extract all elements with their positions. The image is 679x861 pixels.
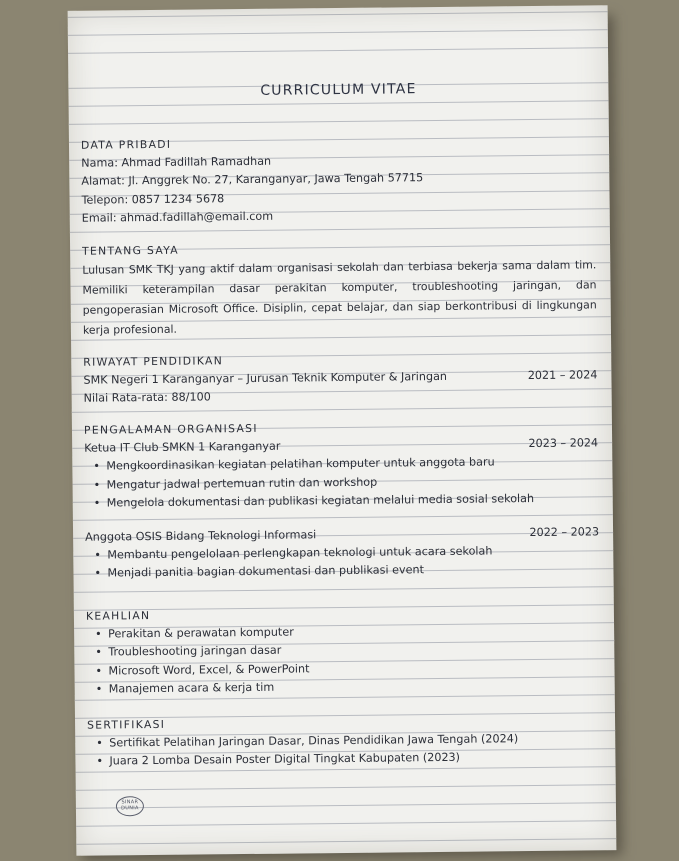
org-role-title: Anggota OSIS Bidang Teknologi Informasi (85, 528, 317, 544)
list-item: • Sertifikat Pelatihan Jaringan Dasar, Dinas Pendidikan Jawa Tengah (2024) (109, 730, 601, 753)
certificates-heading: SERTIFIKASI (87, 717, 166, 732)
cv-paper-sheet (68, 5, 617, 856)
organization-heading: PENGALAMAN ORGANISASI (83, 421, 258, 437)
education-years: 2021 – 2024 (527, 368, 598, 383)
education-section (83, 348, 598, 408)
document-title: CURRICULUM VITAE (260, 81, 417, 99)
list-item: • Membantu pengelolaan perlengkapan teknologi untuk acara sekolah (107, 542, 599, 565)
education-heading: RIWAYAT PENDIDIKAN (83, 354, 224, 369)
education-school: SMK Negeri 1 Karanganyar – Jurusan Teknik Komputer & Jaringan (83, 370, 448, 387)
list-item: • Microsoft Word, Excel, & PowerPoint (108, 657, 600, 680)
list-item: • Perakitan & perawatan komputer (108, 621, 600, 644)
org-role-years: 2022 – 2023 (529, 525, 600, 540)
about-paragraph: Lulusan SMK TKJ yang aktif dalam organisasi sekolah dan terbiasa bekerja sama dalam tim. Memiliki keterampilan dasar perakitan komputer, troubleshooting jaringan, dan pengoperasian Microsoft Office. Disiplin, cepat belajar, dan siap berkontribusi di lingkungan kerja profesional. (82, 258, 597, 337)
organization-section-continued (85, 523, 600, 583)
organization-section (84, 416, 599, 512)
list-item: • Manajemen acara & kerja tim (109, 675, 601, 698)
org-role-years: 2023 – 2024 (528, 436, 599, 451)
org-role-duties (85, 542, 599, 584)
list-item: • Juara 2 Lomba Desain Poster Digital Tingkat Kabupaten (2023) (109, 748, 601, 771)
cv-document (68, 5, 608, 811)
list-item: • Mengelola dokumentasi dan publikasi kegiatan melalui media sosial sekolah (107, 489, 599, 512)
about-section (82, 237, 597, 341)
personal-name: Nama: Ahmad Fadillah Ramadhan (81, 154, 272, 170)
certificates-list (87, 730, 601, 772)
paper-brand-logo: SINAR DUNIA (116, 796, 144, 816)
list-item: • Mengkoordinasikan kegiatan pelatihan komputer untuk anggota baru (106, 453, 598, 476)
personal-address: Alamat: Jl. Anggrek No. 27, Karanganyar, Jawa Tengah 57715 (81, 171, 424, 189)
org-role-duties (84, 453, 599, 513)
skills-list (86, 621, 601, 699)
personal-data-section (81, 131, 596, 227)
skills-section (86, 602, 601, 698)
list-item: • Mengatur jadwal pertemuan rutin dan workshop (106, 471, 598, 494)
personal-phone: Telepon: 0857 1234 5678 (81, 191, 225, 207)
personal-email: Email: ahmad.fadillah@email.com (81, 209, 274, 225)
list-item: • Troubleshooting jaringan dasar (108, 639, 600, 662)
about-heading: TENTANG SAYA (82, 243, 180, 258)
personal-heading: DATA PRIBADI (80, 137, 172, 152)
org-role-title: Ketua IT Club SMKN 1 Karanganyar (84, 439, 281, 455)
certificates-section (87, 711, 602, 771)
skills-heading: KEAHLIAN (85, 609, 151, 623)
education-grade: Nilai Rata-rata: 88/100 (83, 390, 211, 406)
list-item: • Menjadi panitia bagian dokumentasi dan publikasi event (107, 560, 599, 583)
